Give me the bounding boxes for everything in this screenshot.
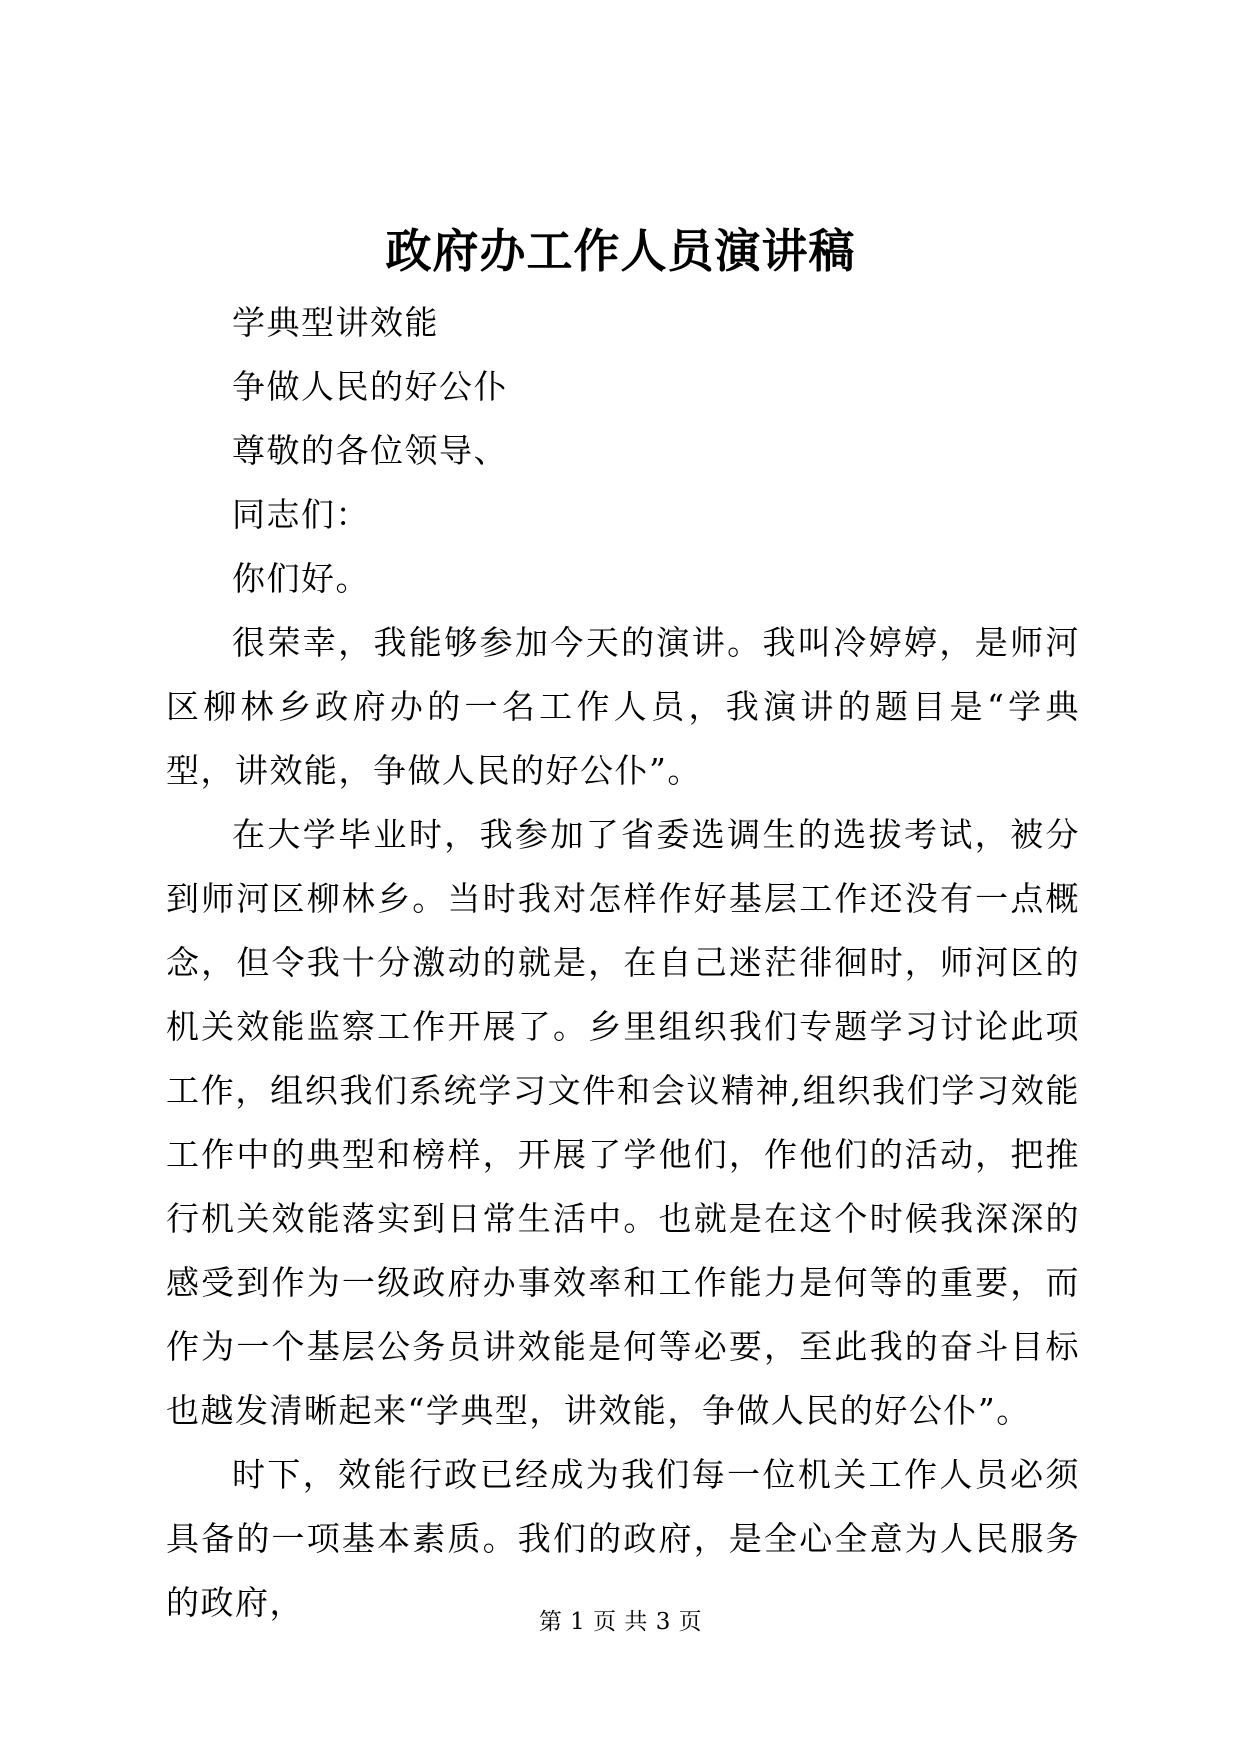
paragraph: 争做人民的好公仆 — [232, 367, 508, 406]
page-number-footer: 第 1 页 共 3 页 — [538, 1609, 703, 1635]
paragraph: 在大学毕业时，我参加了省委选调生的选拔考试，被分到师河区柳林乡。当时我对怎样作好基层工作还没有一点概念，但令我十分激动的就是，在自己迷茫徘徊时，师河区的机关效能监察工作开展了。乡里组织我们专题学习讨论此项工作，组织我们系统学习文件和会议精神,组织我们学习效能工作中的典型和榜样，开展了学他们，作他们的活动，把推行机关效能落实到日常生活中。也就是在这个时候我深深的感受到作为一级政府办事效率和工作能力是何等的重要，而作为一个基层公务员讲效能是何等必要，至此我的奋斗目标也越发清晰起来“学典型，讲效能，争做人民的好公仆”。 — [166, 815, 1080, 1430]
paragraph: 同志们： — [232, 495, 370, 534]
document-body — [166, 291, 1080, 1635]
document-title: 政府办工作人员演讲稿 — [385, 224, 856, 278]
paragraph: 学典型讲效能 — [232, 303, 439, 342]
paragraph: 时下，效能行政已经成为我们每一位机关工作人员必须具备的一项基本素质。我们的政府，是全心全意为人民服务的政府， — [166, 1455, 1080, 1622]
paragraph: 你们好。 — [232, 559, 370, 598]
paragraph: 尊敬的各位领导、 — [232, 431, 508, 470]
paragraph: 很荣幸，我能够参加今天的演讲。我叫冷婷婷，是师河区柳林乡政府办的一名工作人员，我演讲的题目是“学典型，讲效能，争做人民的好公仆”。 — [166, 623, 1080, 790]
